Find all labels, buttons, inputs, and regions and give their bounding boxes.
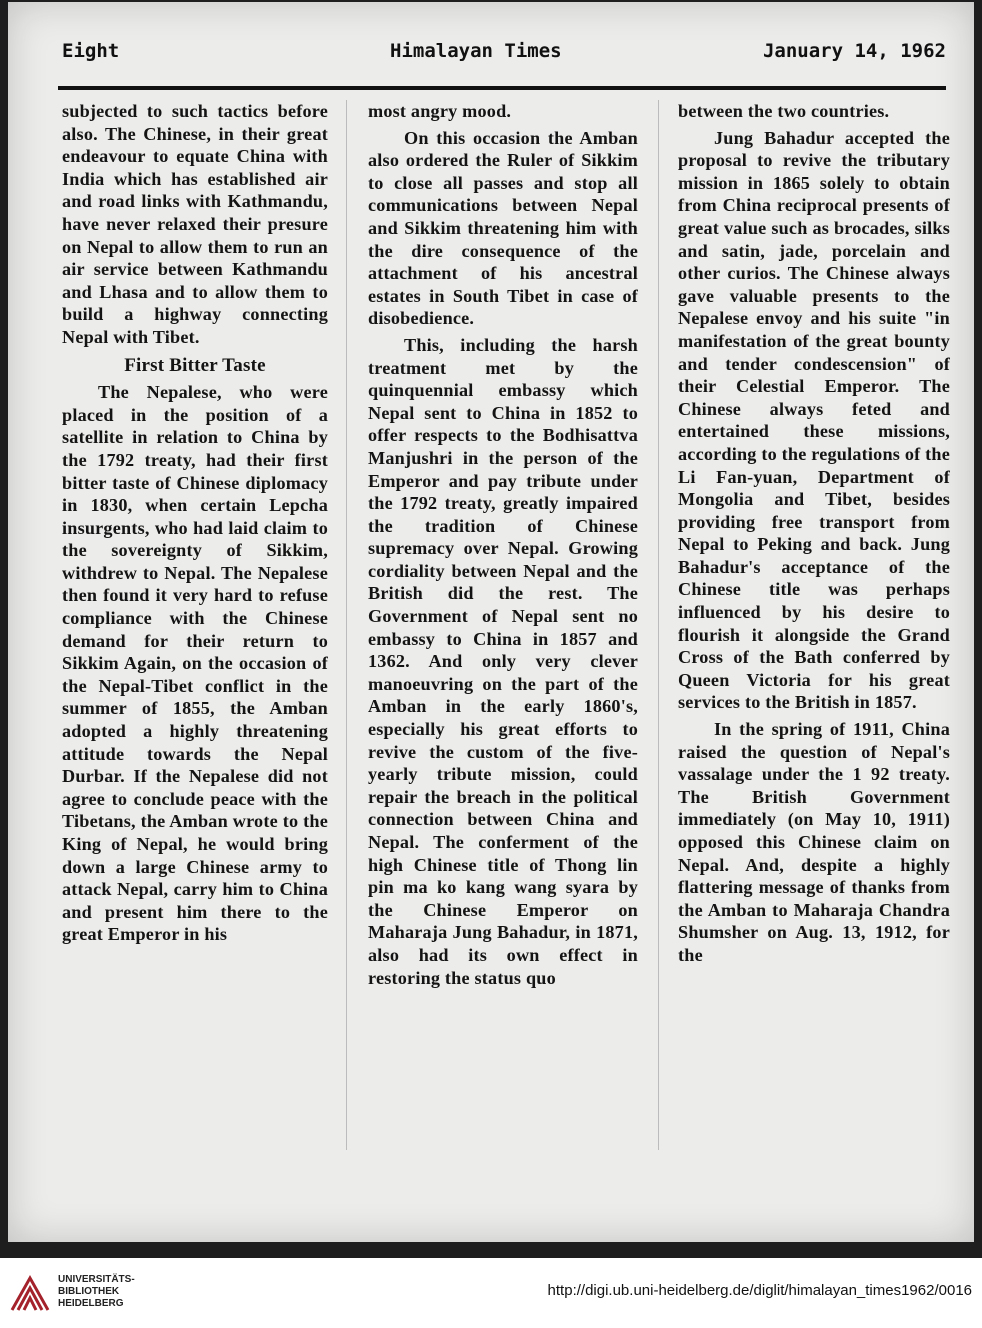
column-divider-2: [658, 100, 659, 1150]
column-divider-1: [346, 100, 347, 1150]
page-header: [62, 40, 946, 70]
library-name-line-2: BIBLIOTHEK: [58, 1286, 120, 1297]
library-logo-icon: [8, 1270, 52, 1314]
subheading: First Bitter Taste: [124, 354, 266, 376]
library-name: [58, 1274, 135, 1310]
article-column-3: [678, 100, 950, 967]
publication-title: Himalayan Times: [390, 40, 562, 62]
column3-paragraph-3: In the spring of 1911, China raised the question of Nepal's vassalage under the 1 92 treaty. The British Government immediately (on May 10, 1911) opposed this Chinese claim on Nepal. And, despite a highly flattering message of thanks from the Amban to Maharaja Chandra Shumsher on Aug. 13, 1912, for the: [678, 719, 950, 965]
column1-paragraph-1: subjected to such tactics before also. The Chinese, in their great endeavour to equate China with India which has established air and road links with Kathmandu, have never relaxed their presure on Nepal to allow them to run an air service between Kathmandu and Lhasa and to allow them to build a highway connecting Nepal with Tibet.: [62, 101, 328, 347]
column2-paragraph-2: On this occasion the Amban also ordered the Ruler of Sikkim to close all passes and stop all communications between Nepal and Sikkim threatening him with the dire consequence of the attachment of his ancestral estates in South Tibet in case of disobedience.: [368, 127, 638, 329]
library-name-line-3: HEIDELBERG: [58, 1298, 124, 1309]
library-name-line-1: UNIVERSITÄTS-: [58, 1274, 135, 1285]
column1-paragraph-2: The Nepalese, who were placed in the position of a satellite in relation to China by the 1792 treaty, had their first bitter taste of Chinese diplomacy in 1830, when certain Lepcha insurgents, who had laid claim to the sovereignty of Sikkim, withdrew to Nepal. The Nepalese then found it very hard to refuse compliance with the Chinese demand for their return to Sikkim Again, on the occasion of the Nepal-Tibet conflict in the summer of 1855, the Amban adopted a highly threatening attitude towards the Nepal Durbar. If the Nepalese did not agree to conclude peace with the Tibetans, the Amban wrote to the King of Nepal, he would bring down a large Chinese army to attack Nepal, carry him to China and present him there to the great Emperor in his: [62, 382, 328, 945]
header-rule: [58, 86, 946, 90]
column2-paragraph-3: This, including the harsh treatment met by the quinquennial embassy which Nepal sent to China in 1852 to offer respects to the Bodhisattva Manjushri in the person of the Emperor and pay tribute under the 1792 treaty, greatly impaired the tradition of Chinese supremacy over Nepal. Growing cordiality between Nepal and the British did the rest. The Government of Nepal sent no embassy to China in 1857 and 1362. And only very clever manoeuvring on the part of the Amban in the early 1860's, especially his great efforts to revive the custom of the five-yearly tribute mission, could repair the breach in the political connection between China and Nepal. The conferment of the high Chinese title of Thong lin pin ma ko kang wang syara by the Chinese Emperor on Maharaja Jung Bahadur, in 1871, also had its own effect in restoring the status quo: [368, 334, 638, 988]
column2-paragraph-1: most angry mood.: [368, 101, 512, 121]
article-column-1: [62, 100, 328, 946]
source-url-link[interactable]: http://digi.ub.uni-heidelberg.de/diglit/himalayan_times1962/0016: [547, 1282, 972, 1299]
column3-paragraph-1: between the two countries.: [678, 101, 890, 121]
article-column-2: [368, 100, 638, 989]
library-footer: [0, 1258, 982, 1328]
issue-date: January 14, 1962: [762, 40, 946, 62]
column3-paragraph-2: Jung Bahadur accepted the proposal to revive the tributary mission in 1865 solely to obtain from China reciprocal presents of great value such as brocades, silks and satin, jade, porcelain and other curios. The Chinese always gave valuable presents to the Nepalese envoy and his suite "in manifestation of the great bounty and tender condescension" of their Celestial Emperor. The Chinese always feted and entertained these missions, according to the regulations of the Li Fan-yuan, Department of Mongolia and Tibet, besides providing free transport from Nepal to Peking and back. Jung Bahadur's acceptance of the Chinese title was perhaps influenced by his desire to flourish it alongside the Grand Cross of the Bath conferred by Queen Victoria for his great services to the British in 1857.: [678, 127, 950, 713]
page-label: Eight: [62, 40, 120, 62]
